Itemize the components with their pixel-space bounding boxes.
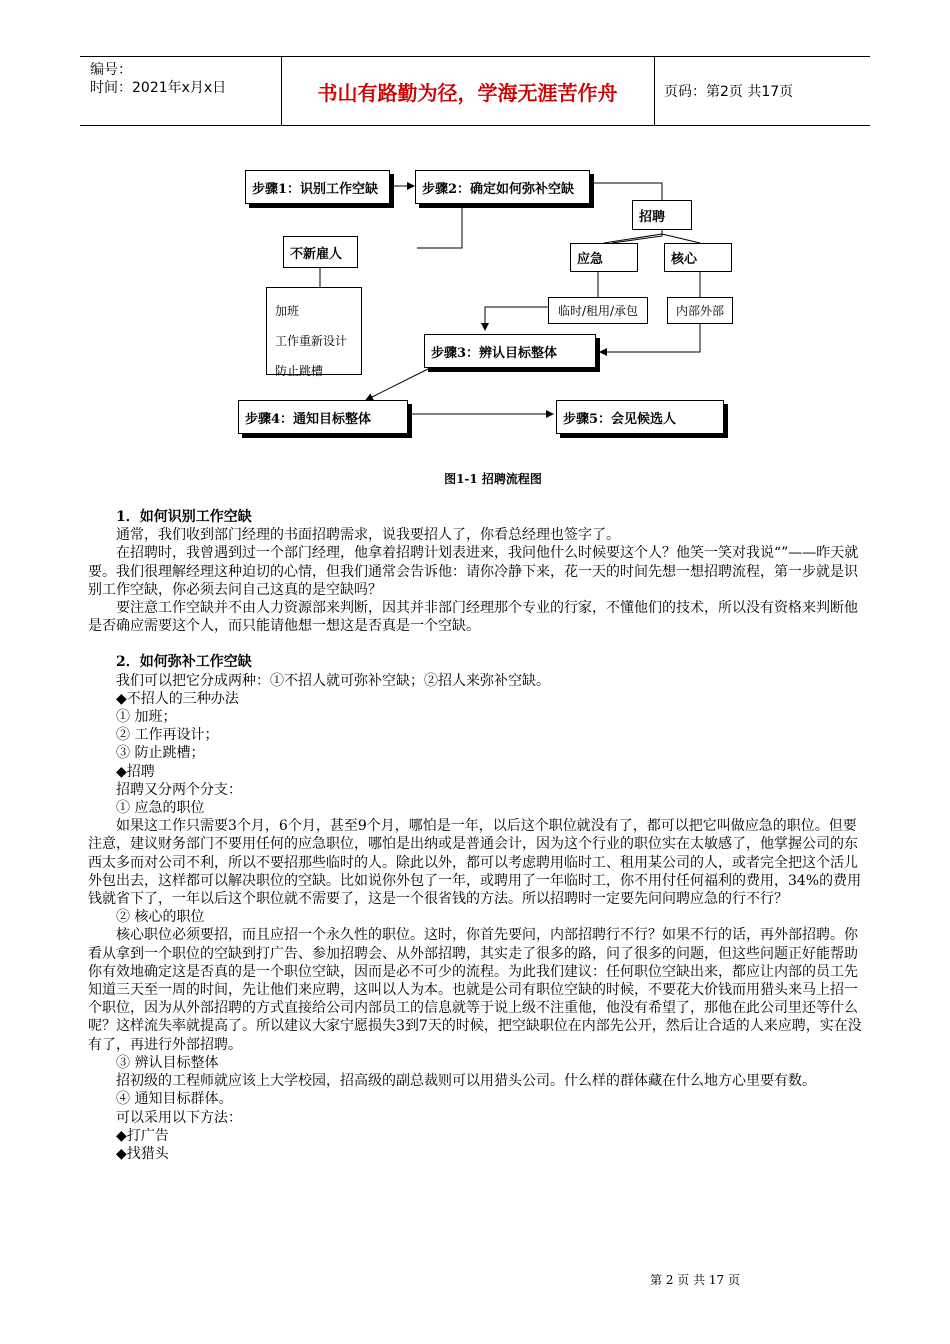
header-motto: 书山有路勤为径，学海无涯苦作舟	[317, 80, 618, 105]
list-item: ◆找猎头	[116, 1145, 169, 1162]
paragraph: 通常，我们收到部门经理的书面招聘需求，说我要招人了，你看总经理也签字了。	[116, 527, 620, 544]
flowchart-connectors	[0, 0, 950, 470]
flow-temp: 临时/租用/承包	[548, 297, 648, 324]
list-item: ③ 辨认目标整体	[116, 1054, 219, 1071]
flow-recruit: 招聘	[632, 200, 692, 230]
flow-step4: 步骤4：通知目标整体	[238, 400, 408, 434]
list-item: 招聘又分两个分支：	[116, 781, 242, 798]
option-retention: 防止跳槽	[275, 364, 324, 378]
flow-step3: 步骤3：辨认目标整体	[424, 334, 596, 368]
figure-caption: 图1-1 招聘流程图	[444, 472, 542, 486]
arrow-step3-step4	[366, 368, 430, 400]
line-recruit-emergency	[604, 234, 662, 243]
paragraph: 如果这工作只需要3个月，6个月，甚至9个月，哪怕是一年，以后这个职位就没有了，都可以把它叫做应急的职位。但要注意，建议财务部门不要用任何的应急职位，哪怕是出纳或是普通会计，因为这个行业的职位实在太敏感了，他掌握公司的东西太多而对公司不利，所以不要招那些临时的人。除此以外，都可以考虑聘用临时工、租用某公司的人，或者完全把这个活儿外包出去，这样都可以解决职位的空缺。比如说你外包了一年，或聘用了一年临时工，你不用付任何福利的费用，34%的费用钱就省下了，一年以后这个职位就不需要了，这是一个很省钱的方法。所以招聘时一定要先问问聘应急的行不行？	[88, 818, 862, 908]
paragraph: 招初级的工程师就应该上大学校园，招高级的副总裁则可以用猎头公司。什么样的群体藏在什么地方心里要有数。	[116, 1073, 816, 1090]
list-item: ② 核心的职位	[116, 909, 205, 926]
flow-internal-external: 内部外部	[667, 297, 733, 324]
list-item: ① 应急的职位	[116, 800, 205, 817]
list-item: ◆不招人的三种办法	[116, 690, 239, 707]
line-step2-nohire	[417, 205, 462, 248]
flow-core: 核心	[664, 243, 732, 272]
paragraph: 要注意工作空缺并不由人力资源部来判断，因其并非部门经理那个专业的行家，不懂他们的技术，所以没有资格来判断他是否确应需要这个人，而只能请他想一想这是否真是一个空缺。	[88, 600, 858, 635]
flow-step5: 步骤5：会见候选人	[556, 400, 724, 434]
document-time-label: 时间：2021年x月x日	[90, 80, 227, 96]
list-item: 可以采用以下方法：	[116, 1109, 242, 1126]
list-item: ② 工作再设计；	[116, 727, 219, 744]
recruitment-flowchart	[0, 0, 950, 470]
paragraph: 在招聘时，我曾遇到过一个部门经理，他拿着招聘计划表进来，我问他什么时候要这个人？他笑一笑对我说“”——昨天就要。我们很理解经理这种迫切的心情，但我们通常会告诉他：请你冷静下来，花一天的时间先想一想招聘流程，第一步就是识别工作空缺，你必须去问自己这真的是空缺吗？	[88, 545, 859, 598]
flow-no-hire: 不新雇人	[283, 236, 358, 268]
paragraph: 我们可以把它分成两种：①不招人就可弥补空缺；②招人来弥补空缺。	[116, 672, 550, 689]
list-item: ④ 通知目标群体。	[116, 1091, 233, 1108]
paragraph: 核心职位必须要招，而且应招一个永久性的职位。这时，你首先要问，内部招聘行不行？如果不行的话，再外部招聘。你看从拿到一个职位的空缺到打广告、参加招聘会、从外部招聘，其实走了很多的路，问了很多的问题，但这些问题正好能帮助你有效地确定这是否真的是一个职位空缺，因而是必不可少的流程。为此我们建议：任何职位空缺出来，都应让内部的员工先知道三天至一周的时间，先让他们来应聘，这叫以人为本。也就是公司有职位空缺的时候，不要花大价钱而用猎头来马上招一个职位，因为从外部招聘的方式直接给公司内部员工的信息就等于说上级不注重他，他没有希望了，那他在此公司里还等什么呢？这样流失率就提高了。所以建议大家宁愿损失3到7天的时候，把空缺职位在内部先公开，然后让合适的人来应聘，实在没有了，再进行外部招聘。	[88, 927, 862, 1053]
flow-step2: 步骤2：确定如何弥补空缺	[415, 170, 590, 204]
footer-page-number: 第 2 页 共 17 页	[650, 1273, 740, 1287]
flow-no-hire-options	[266, 287, 362, 378]
line-step2-recruit	[590, 183, 662, 200]
arrow-internal-step3	[600, 324, 700, 352]
line-recruit-core	[662, 234, 700, 243]
list-item: ① 加班；	[116, 709, 177, 726]
body-text	[88, 508, 868, 1163]
option-redesign: 工作重新设计	[275, 334, 348, 348]
list-item: ◆打广告	[116, 1127, 169, 1144]
header-page-label: 页码：第2页 共17页	[664, 84, 794, 100]
document-number-label: 编号：	[90, 62, 132, 78]
section-heading-2: 2．如何弥补工作空缺	[116, 654, 252, 671]
arrow-temp-step3	[485, 307, 548, 330]
flow-step1: 步骤1：识别工作空缺	[245, 170, 390, 204]
list-item: ◆招聘	[116, 763, 155, 780]
option-overtime: 加班	[275, 304, 300, 318]
section-heading-1: 1．如何识别工作空缺	[116, 509, 252, 525]
list-item: ③ 防止跳槽；	[116, 745, 205, 762]
flow-emergency: 应急	[570, 243, 638, 272]
